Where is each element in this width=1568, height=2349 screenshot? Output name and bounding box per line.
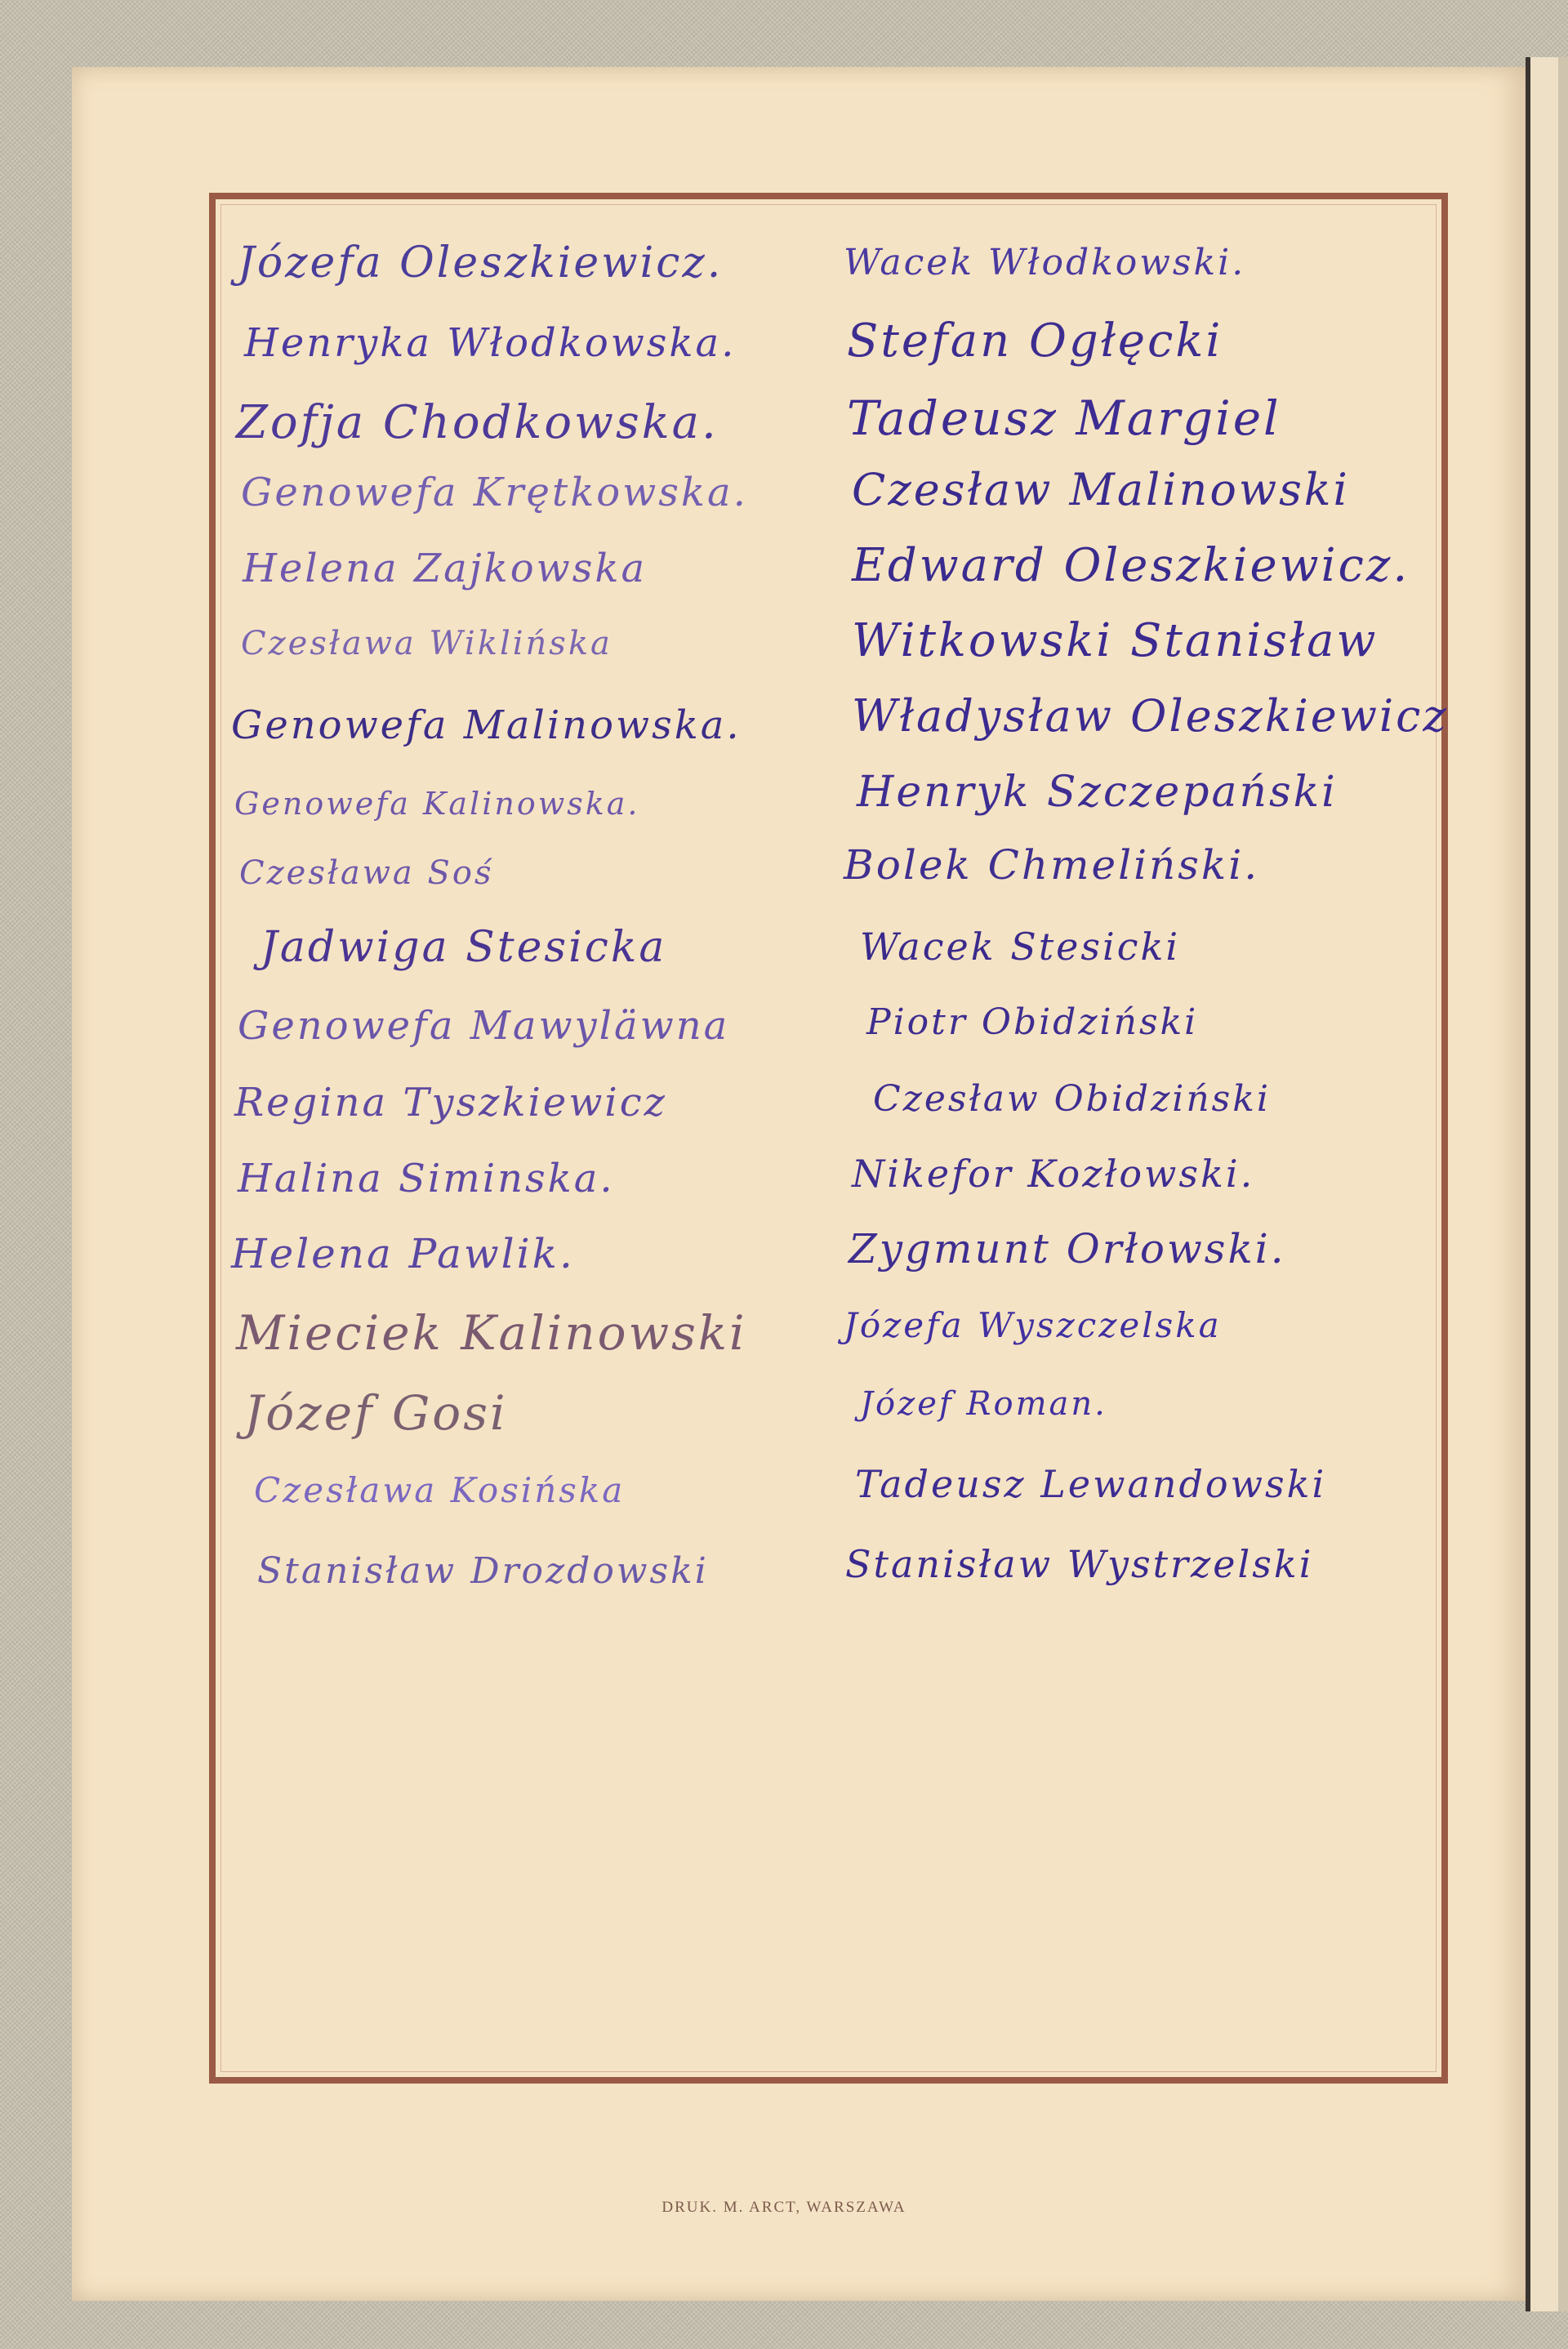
signature: Regina Tyszkiewicz	[234, 1080, 667, 1125]
signature: Józef Gosi	[244, 1385, 508, 1441]
signature: Genowefa Krętkowska.	[241, 470, 748, 515]
signature: Józefa Oleszkiewicz.	[238, 238, 724, 287]
signature: Tadeusz Margiel	[847, 390, 1281, 446]
signature: Henryka Włodkowska.	[244, 320, 737, 366]
signature: Stanisław Drozdowski	[257, 1550, 709, 1592]
printer-imprint: DRUK. M. ARCT, WARSZAWA	[662, 2199, 906, 2216]
signature: Witkowski Stanisław	[852, 614, 1379, 667]
signature: Wacek Włodkowski.	[844, 242, 1246, 283]
signature: Czesław Malinowski	[852, 464, 1350, 515]
signature: Helena Pawlik.	[231, 1230, 575, 1277]
signature: Czesława Kosińska	[254, 1470, 626, 1510]
signature: Tadeusz Lewandowski	[855, 1462, 1327, 1506]
signature: Władysław Oleszkiewicz	[852, 690, 1449, 742]
signature: Genowefa Malinowska.	[231, 702, 742, 748]
signature: Czesława Soś	[239, 854, 494, 892]
signature: Nikefor Kozłowski.	[852, 1152, 1255, 1196]
signature: Piotr Obidziński	[866, 1001, 1199, 1043]
signature: Zofja Chodkowska.	[236, 396, 719, 449]
signature: Henryk Szczepański	[857, 768, 1338, 817]
adjacent-page-edge	[1526, 57, 1568, 2311]
signature: Czesława Wiklińska	[241, 625, 612, 662]
signature: Edward Oleszkiewicz.	[852, 539, 1410, 592]
signature: Genowefa Mawyläwna	[238, 1003, 730, 1049]
signature: Józefa Wyszczelska	[844, 1305, 1222, 1345]
signature: Stanisław Wystrzelski	[845, 1542, 1314, 1586]
signature: Genowefa Kalinowska.	[234, 786, 640, 822]
signature: Stefan Ogłęcki	[847, 314, 1223, 368]
signature: Zygmunt Orłowski.	[849, 1225, 1286, 1273]
signature: Jadwiga Stesicka	[261, 923, 667, 972]
signature: Józef Roman.	[860, 1385, 1107, 1423]
signature: Czesław Obidziński	[873, 1078, 1271, 1120]
signature: Helena Zajkowska	[243, 546, 648, 591]
signature: Mieciek Kalinowski	[236, 1305, 747, 1361]
signature: Wacek Stesicki	[860, 925, 1181, 969]
signature: Halina Siminska.	[238, 1156, 615, 1201]
signature: Bolek Chmeliński.	[844, 841, 1260, 889]
